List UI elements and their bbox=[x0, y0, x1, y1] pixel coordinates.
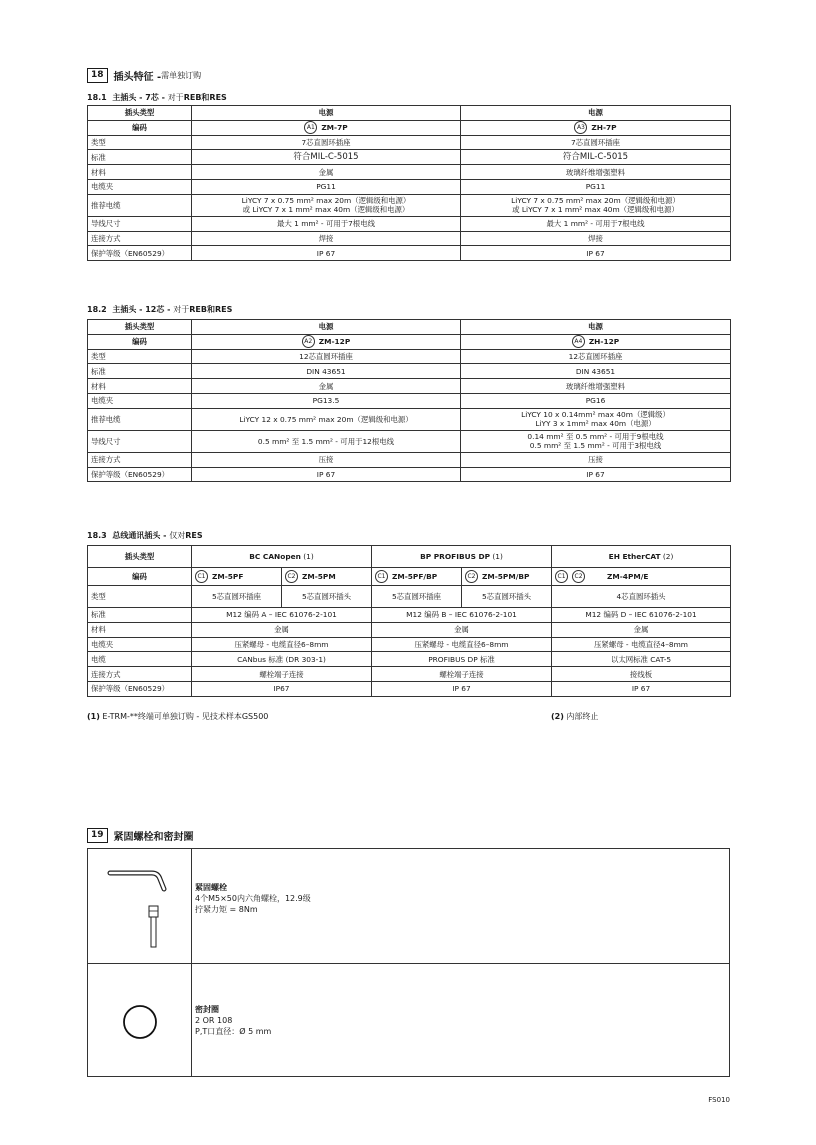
seal-spec: 2 OR 108 bbox=[195, 1016, 233, 1025]
part-code: ZM-5PM bbox=[302, 572, 336, 581]
cell: 最大 1 mm² - 可用于7根电线 bbox=[461, 216, 731, 231]
cell: IP 67 bbox=[552, 681, 731, 696]
cell: IP 67 bbox=[461, 246, 731, 261]
cell-line: 0.5 mm² 至 1.5 mm² - 可用于3根电线 bbox=[529, 441, 662, 451]
column-divider bbox=[191, 964, 192, 1076]
subsection-for: 对于 bbox=[167, 93, 184, 102]
table-row bbox=[88, 637, 731, 652]
group-header bbox=[192, 546, 372, 568]
cell: 焊接 bbox=[461, 231, 731, 246]
table-row bbox=[88, 194, 731, 216]
cell: CANbus 标准 (DR 303-1) bbox=[192, 652, 372, 667]
part-code: ZM-7P bbox=[321, 123, 348, 133]
code-label: 编码 bbox=[88, 568, 192, 586]
seal-description bbox=[195, 1004, 271, 1037]
cell: PROFIBUS DP 标准 bbox=[372, 652, 552, 667]
cell: M12 编码 B – IEC 61076-2-101 bbox=[372, 608, 552, 623]
table-7pin-connectors bbox=[87, 105, 731, 261]
subsection-models: REB和RES bbox=[189, 305, 233, 314]
row-label: 电缆 bbox=[88, 652, 192, 667]
section-subtitle: 需单独订购 bbox=[161, 71, 202, 80]
section-number: 18 bbox=[87, 68, 108, 83]
footnote-number: (2) bbox=[551, 712, 564, 721]
cell-line: LiYCY 10 x 0.14mm² max 40m（逻辑级） bbox=[521, 410, 670, 420]
subsection-number: 18.1 bbox=[87, 93, 107, 102]
subsection-title: 主插头 - 12芯 - bbox=[112, 305, 174, 314]
ref-circle: A4 bbox=[572, 335, 585, 348]
ref-circle: C1 bbox=[555, 570, 568, 583]
group-name: EH EtherCAT bbox=[608, 552, 661, 561]
row-label: 材料 bbox=[88, 165, 192, 180]
code-cell bbox=[192, 120, 461, 135]
table-row bbox=[88, 349, 731, 364]
footnote-2 bbox=[551, 711, 598, 722]
cell: 7芯直圆环插座 bbox=[461, 135, 731, 150]
group-header bbox=[552, 546, 731, 568]
bolt-row bbox=[88, 849, 729, 964]
code-label: 编码 bbox=[88, 120, 192, 135]
cell bbox=[461, 408, 731, 430]
row-label: 推荐电缆 bbox=[88, 408, 192, 430]
part-code: ZM-5PM/BP bbox=[482, 572, 530, 581]
cell-line: LiYY 3 x 1mm² max 40m（电源） bbox=[535, 419, 656, 429]
header-label: 插头类型 bbox=[88, 546, 192, 568]
code-cell bbox=[462, 568, 552, 586]
col-type: 电源 bbox=[461, 320, 731, 335]
row-label: 类型 bbox=[88, 349, 192, 364]
cell: PG13.5 bbox=[192, 393, 461, 408]
cell: M12 编码 A – IEC 61076-2-101 bbox=[192, 608, 372, 623]
row-label: 保护等级（EN60529） bbox=[88, 681, 192, 696]
subsection-for: 对于 bbox=[173, 305, 190, 314]
row-label: 连接方式 bbox=[88, 231, 192, 246]
group-note: (2) bbox=[660, 552, 674, 561]
table-row bbox=[88, 135, 731, 150]
table-row bbox=[88, 379, 731, 394]
cell: 符合MIL-C-5015 bbox=[192, 150, 461, 165]
table-row bbox=[88, 608, 731, 623]
header-label: 插头类型 bbox=[88, 106, 192, 121]
cell: 压紧螺母 - 电缆直径4–8mm bbox=[552, 637, 731, 652]
cell: 0.5 mm² 至 1.5 mm² - 可用于12根电线 bbox=[192, 430, 461, 452]
cell-line: 或 LiYCY 7 x 1 mm² max 40m（逻辑级和电源） bbox=[242, 205, 410, 215]
cell: 压接 bbox=[192, 452, 461, 467]
cell: 5芯直圆环插头 bbox=[282, 586, 372, 608]
cell: M12 编码 D – IEC 61076-2-101 bbox=[552, 608, 731, 623]
table-row bbox=[88, 546, 731, 568]
row-label: 连接方式 bbox=[88, 667, 192, 682]
row-label: 推荐电缆 bbox=[88, 194, 192, 216]
document-code: FS010 bbox=[708, 1096, 730, 1104]
cell: 金属 bbox=[372, 622, 552, 637]
cell: PG11 bbox=[461, 179, 731, 194]
row-label: 标准 bbox=[88, 608, 192, 623]
row-label: 材料 bbox=[88, 622, 192, 637]
header-label: 插头类型 bbox=[88, 320, 192, 335]
table-row bbox=[88, 467, 731, 482]
hex-key-bolt-icon bbox=[88, 849, 191, 964]
cell: 螺栓端子连接 bbox=[372, 667, 552, 682]
group-header bbox=[372, 546, 552, 568]
section-title: 插头特征 - bbox=[113, 72, 162, 83]
cell bbox=[461, 430, 731, 452]
cell: 压接 bbox=[461, 452, 731, 467]
table-row bbox=[88, 408, 731, 430]
o-ring-icon bbox=[88, 964, 191, 1076]
row-label: 保护等级（EN60529） bbox=[88, 467, 192, 482]
cell: 焊接 bbox=[192, 231, 461, 246]
cell: 5芯直圆环插头 bbox=[462, 586, 552, 608]
cell-line: 或 LiYCY 7 x 1 mm² max 40m（逻辑级和电源） bbox=[512, 205, 679, 215]
ref-circle: A3 bbox=[574, 121, 587, 134]
subsection-title: 主插头 - 7芯 - bbox=[112, 93, 168, 102]
table-12pin-connectors bbox=[87, 319, 731, 482]
cell bbox=[192, 194, 461, 216]
row-label: 电缆夹 bbox=[88, 637, 192, 652]
row-label: 导线尺寸 bbox=[88, 216, 192, 231]
table-row bbox=[88, 452, 731, 467]
group-name: BC CANopen bbox=[249, 552, 301, 561]
table-row bbox=[88, 106, 731, 121]
row-label: 类型 bbox=[88, 135, 192, 150]
column-divider bbox=[191, 849, 192, 963]
ref-circle: C2 bbox=[465, 570, 478, 583]
table-row bbox=[88, 430, 731, 452]
row-label: 保护等级（EN60529） bbox=[88, 246, 192, 261]
row-label: 类型 bbox=[88, 586, 192, 608]
table-row bbox=[88, 652, 731, 667]
cell bbox=[461, 194, 731, 216]
cell: 金属 bbox=[192, 622, 372, 637]
row-label: 标准 bbox=[88, 150, 192, 165]
cell: 金属 bbox=[552, 622, 731, 637]
bolt-title: 紧固螺栓 bbox=[195, 883, 227, 892]
cell: IP 67 bbox=[192, 246, 461, 261]
cell: 压紧螺母 - 电缆直径6–8mm bbox=[192, 637, 372, 652]
subsection-models: REB和RES bbox=[183, 93, 227, 102]
table-row bbox=[88, 622, 731, 637]
row-label: 标准 bbox=[88, 364, 192, 379]
col-type: 电源 bbox=[461, 106, 731, 121]
group-name: BP PROFIBUS DP bbox=[420, 552, 491, 561]
code-cell bbox=[372, 568, 462, 586]
code-cell bbox=[461, 334, 731, 349]
section-number: 19 bbox=[87, 828, 108, 843]
table-row bbox=[88, 216, 731, 231]
ref-circle: C2 bbox=[572, 570, 585, 583]
footnote-number: (1) bbox=[87, 712, 100, 721]
cell: 金属 bbox=[192, 165, 461, 180]
cell: 5芯直圆环插座 bbox=[372, 586, 462, 608]
section-title: 紧固螺栓和密封圈 bbox=[113, 832, 194, 843]
cell: 符合MIL-C-5015 bbox=[461, 150, 731, 165]
cell: PG11 bbox=[192, 179, 461, 194]
footnote-1 bbox=[87, 711, 268, 722]
table-row bbox=[88, 681, 731, 696]
cell-line: 0.14 mm² 至 0.5 mm² - 可用于9根电线 bbox=[527, 432, 664, 442]
table-row bbox=[88, 667, 731, 682]
table-bus-connectors bbox=[87, 545, 731, 697]
table-row bbox=[88, 568, 731, 586]
col-type: 电源 bbox=[192, 106, 461, 121]
seal-title: 密封圈 bbox=[195, 1005, 219, 1014]
table-row bbox=[88, 393, 731, 408]
row-label: 导线尺寸 bbox=[88, 430, 192, 452]
code-cell bbox=[192, 334, 461, 349]
cell: IP 67 bbox=[192, 467, 461, 482]
cell-line: LiYCY 7 x 0.75 mm² max 20m（逻辑级和电源） bbox=[241, 196, 411, 206]
part-code: ZM-4PM/E bbox=[607, 572, 649, 581]
table-row bbox=[88, 150, 731, 165]
code-cell bbox=[192, 568, 282, 586]
cell: 5芯直圆环插座 bbox=[192, 586, 282, 608]
bolt-spec: 4个M5×50内六角螺栓，12.9级 bbox=[195, 894, 311, 903]
table-row bbox=[88, 165, 731, 180]
table-row bbox=[88, 246, 731, 261]
ref-circle: C1 bbox=[375, 570, 388, 583]
cell: 以太网标准 CAT-5 bbox=[552, 652, 731, 667]
cell: IP 67 bbox=[372, 681, 552, 696]
cell: IP 67 bbox=[461, 467, 731, 482]
row-label: 材料 bbox=[88, 379, 192, 394]
cell: 最大 1 mm² - 可用于7根电线 bbox=[192, 216, 461, 231]
code-cell bbox=[552, 568, 731, 586]
ref-circle: A2 bbox=[302, 335, 315, 348]
row-label: 连接方式 bbox=[88, 452, 192, 467]
subsection-for: 仅对 bbox=[169, 531, 186, 540]
cell: 12芯直圆环插座 bbox=[192, 349, 461, 364]
fasteners-box bbox=[87, 848, 730, 1077]
row-label: 电缆夹 bbox=[88, 179, 192, 194]
cell: 接线板 bbox=[552, 667, 731, 682]
col-type: 电源 bbox=[192, 320, 461, 335]
subsection-number: 18.3 bbox=[87, 531, 107, 540]
cell-line: LiYCY 7 x 0.75 mm² max 20m（逻辑级和电源） bbox=[511, 196, 680, 206]
cell: DIN 43651 bbox=[192, 364, 461, 379]
part-code: ZM-5PF bbox=[212, 572, 244, 581]
cell: 压紧螺母 - 电缆直径6–8mm bbox=[372, 637, 552, 652]
section-18-heading bbox=[87, 68, 201, 83]
cell: 金属 bbox=[192, 379, 461, 394]
table-row bbox=[88, 334, 731, 349]
cell: 玻璃纤维增强塑料 bbox=[461, 379, 731, 394]
row-label: 电缆夹 bbox=[88, 393, 192, 408]
table-row bbox=[88, 586, 731, 608]
cell: 螺栓端子连接 bbox=[192, 667, 372, 682]
seal-row bbox=[88, 964, 729, 1076]
code-cell bbox=[461, 120, 731, 135]
footnote-text: 内部终止 bbox=[563, 712, 599, 721]
subsection-number: 18.2 bbox=[87, 305, 107, 314]
seal-port-diameter: P,T口直径：Ø 5 mm bbox=[195, 1027, 272, 1036]
cell: 7芯直圆环插座 bbox=[192, 135, 461, 150]
subsection-18-2-heading bbox=[87, 304, 232, 315]
ref-circle: C2 bbox=[285, 570, 298, 583]
part-code: ZH-12P bbox=[588, 337, 620, 347]
subsection-18-3-heading bbox=[87, 530, 203, 541]
group-note: (1) bbox=[300, 552, 314, 561]
part-code: ZM-5PF/BP bbox=[392, 572, 438, 581]
table-row bbox=[88, 179, 731, 194]
bolt-torque: 拧紧力矩 = 8Nm bbox=[195, 905, 258, 914]
cell: 4芯直圆环插头 bbox=[552, 586, 731, 608]
cell: LiYCY 12 x 0.75 mm² max 20m（逻辑级和电源） bbox=[192, 408, 461, 430]
bolt-description bbox=[195, 882, 311, 915]
section-19-heading bbox=[87, 828, 194, 843]
code-cell bbox=[282, 568, 372, 586]
cell: 玻璃纤维增强塑料 bbox=[461, 165, 731, 180]
part-code: ZM-12P bbox=[318, 337, 351, 347]
cell: 12芯直圆环插座 bbox=[461, 349, 731, 364]
subsection-title: 总线通讯插头 - bbox=[112, 531, 170, 540]
part-code: ZH-7P bbox=[591, 123, 617, 133]
subsection-models: RES bbox=[185, 531, 203, 540]
footnote-text: E-TRM-**终端可单独订购 - 见技术样本GS500 bbox=[99, 712, 269, 721]
cell: PG16 bbox=[461, 393, 731, 408]
ref-circle: C1 bbox=[195, 570, 208, 583]
table-row bbox=[88, 120, 731, 135]
cell: DIN 43651 bbox=[461, 364, 731, 379]
ref-circle: A1 bbox=[304, 121, 317, 134]
cell: IP67 bbox=[192, 681, 372, 696]
code-label: 编码 bbox=[88, 334, 192, 349]
table-row bbox=[88, 364, 731, 379]
table-row bbox=[88, 320, 731, 335]
group-note: (1) bbox=[490, 552, 503, 561]
subsection-18-1-heading bbox=[87, 92, 227, 103]
table-row bbox=[88, 231, 731, 246]
